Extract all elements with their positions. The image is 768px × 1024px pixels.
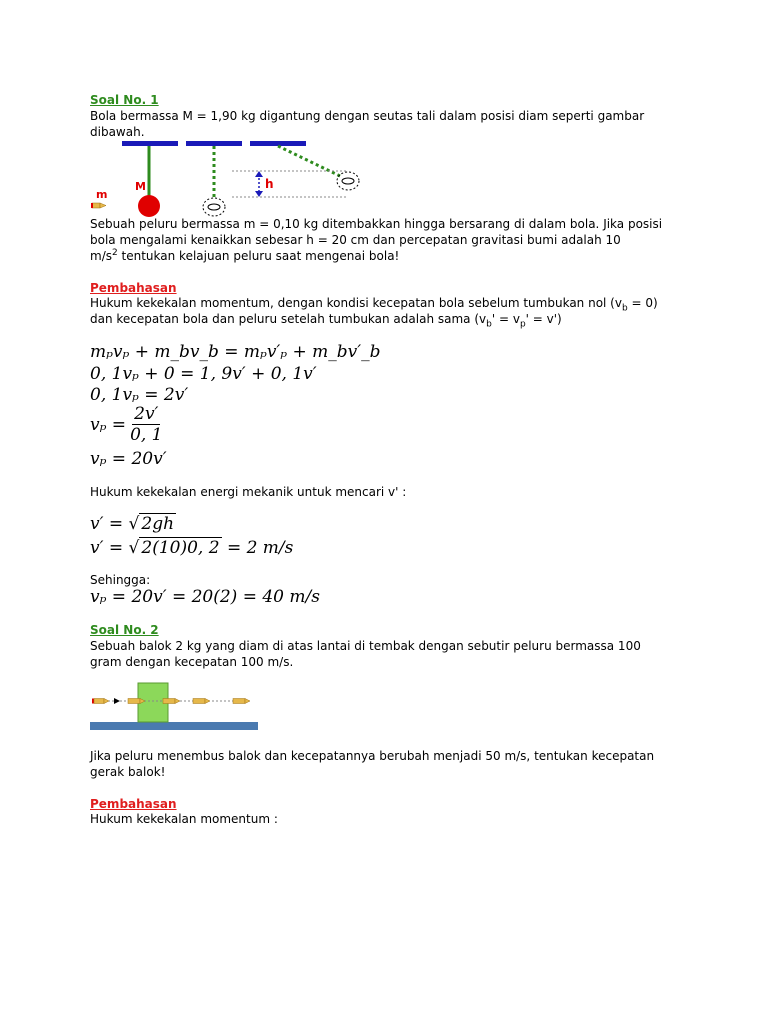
equation-2: 0, 1vₚ + 0 = 1, 9v′ + 0, 1v′ [90,364,317,384]
section1-title: Soal No. 1 [90,93,159,107]
equation-7: v′ = √ 2(10)0, 2 = 2 m/s [90,538,294,558]
q2-line2: gerak balok! [90,765,166,779]
equation-8: vₚ = 20v′ = 20(2) = 40 m/s [90,587,320,607]
pembahasan1-line2: dan kecepatan bola dan peluru setelah tumbukan adalah sama $(v_b' = v_p' = v')$ [90,312,562,330]
energy-text: Hukum kekekalan energi mekanik untuk mencari v' : [90,485,407,499]
q1-line2: bola mengalami kenaikkan sebesar h = 20 cm dan percepatan gravitasi bumi adalah 10 [90,233,621,247]
section1-text-line2: dibawah. [90,125,145,139]
section1-text-line1: Bola bermassa M = 1,90 kg digantung dengan seutas tali dalam posisi diam seperti gambar [90,109,645,123]
label-m: m [96,188,108,201]
equation-3: 0, 1vₚ = 2v′ [90,385,189,405]
equation-4: vₚ = $\frac{2v'}{0, 1}$ [90,404,163,445]
equation-5: vₚ = 20v′ [90,449,167,469]
equation-6: v′ = √ 2gh [90,514,175,534]
pembahasan2-line1: Hukum kekekalan momentum : [90,812,278,826]
label-M: M [135,180,146,193]
section2-title: Soal No. 2 [90,623,159,637]
sehingga-text: Sehingga: [90,573,151,587]
q1-line3: $m/s^2$ tentukan kelajuan peluru saat mengenai bola! [90,248,400,263]
q1-line1: Sebuah peluru bermassa m = 0,10 kg ditembakkan hingga bersarang di dalam bola. Jika posisi [90,217,663,231]
q2-line1: Jika peluru menembus balok dan kecepatannya berubah menjadi 50 m/s, tentukan kecepatan [90,749,655,763]
equation-1: mₚvₚ + m_bv_b = mₚv′ₚ + m_bv′_b [90,342,381,362]
section2-text-line1: Sebuah balok 2 kg yang diam di atas lantai di tembak dengan sebutir peluru bermassa 100 [90,639,641,653]
pembahasan2-title: Pembahasan [90,797,177,811]
pembahasan1-title: Pembahasan [90,281,177,295]
section2-text-line2: gram dengan kecepatan 100 m/s. [90,655,294,669]
label-h: h [265,177,274,191]
pembahasan1-line1: Hukum kekekalan momentum, dengan kondisi kecepatan bola sebelum tumbukan nol $(v_b = 0)$ [90,296,658,314]
